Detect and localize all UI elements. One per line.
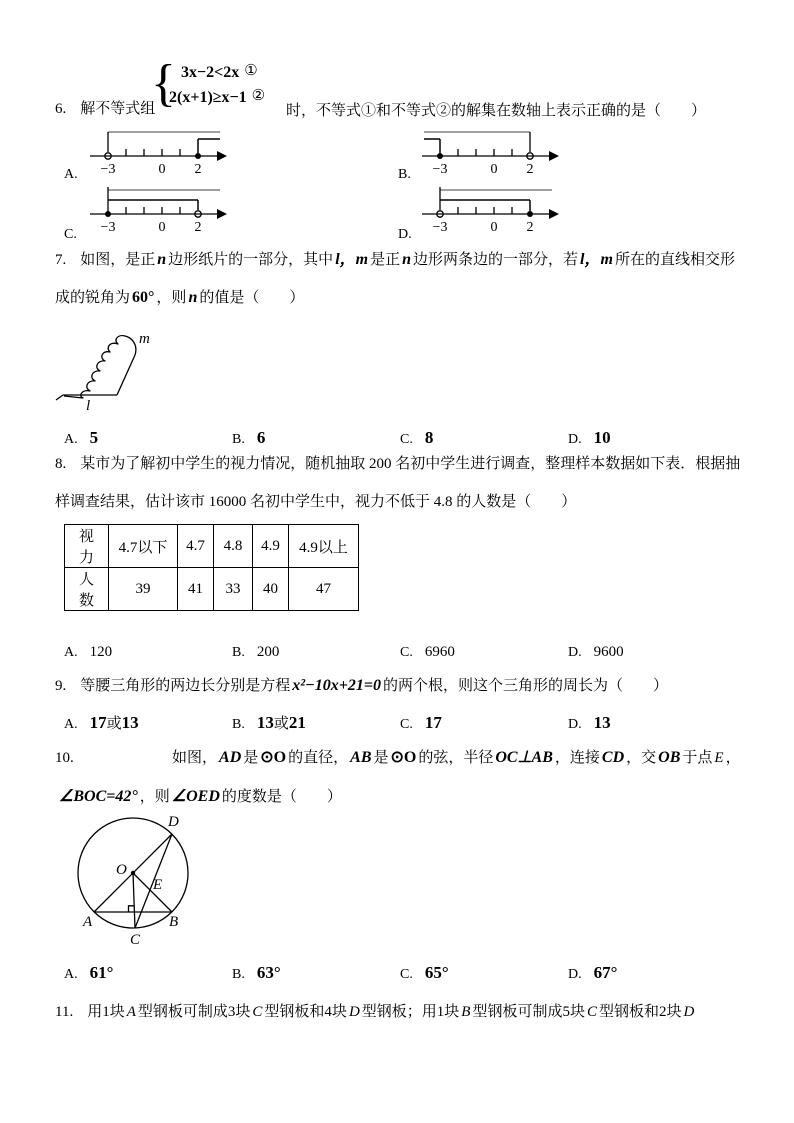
q10-number: 10. <box>55 750 74 766</box>
math-n: n <box>402 251 412 268</box>
tick-label: 0 <box>158 220 166 235</box>
q10-option-b <box>232 962 396 984</box>
table-cell: 4.9以上 <box>289 525 359 568</box>
option-label: A. <box>64 717 78 732</box>
label-m: m <box>139 331 150 347</box>
arrow-right-icon <box>217 209 227 219</box>
q7-text: 是正 <box>370 252 401 268</box>
center-dot <box>131 871 135 875</box>
option-value: 9600 <box>593 644 624 660</box>
q9-stem <box>55 676 668 696</box>
q6-stem-lead <box>55 100 155 119</box>
label-O: O <box>116 862 127 878</box>
tick-label: 2 <box>194 162 202 177</box>
option-label: B. <box>232 717 245 732</box>
math-circle-O: ⊙O <box>390 749 417 766</box>
option-value: 6960 <box>424 644 455 660</box>
q7-text: 的值是（ ） <box>199 290 305 306</box>
label-C: C <box>130 932 141 948</box>
q9-text: 的两个根，则这个三角形的周长为（ ） <box>383 678 669 694</box>
q7-option-b <box>232 427 396 449</box>
math-E: E <box>714 750 724 766</box>
torn-edge <box>64 336 136 398</box>
option-label: C. <box>400 432 413 447</box>
table-cell: 4.8 <box>214 525 253 568</box>
option-label: B. <box>232 967 245 982</box>
arrow-right-icon <box>549 209 559 219</box>
label-B: B <box>169 914 179 930</box>
q7-text: 边形纸片的一部分，其中 <box>168 252 334 268</box>
q10-circle-figure <box>58 810 218 952</box>
q6-circled-2: ② <box>251 88 266 104</box>
q9-option-b <box>232 712 396 734</box>
q7-text: 边形两条边的一部分，若 <box>413 252 579 268</box>
q10-option-a <box>64 962 228 984</box>
q11-text: 型钢板可制成3块 <box>137 1004 251 1020</box>
q8-option-d <box>568 642 732 662</box>
option-label: B. <box>232 432 245 447</box>
label-l: l <box>86 398 91 414</box>
tick-label: 0 <box>490 220 498 235</box>
label-D: D <box>168 814 179 830</box>
q8-option-a <box>64 642 228 662</box>
option-value: 61° <box>89 963 114 982</box>
tick-label: 2 <box>526 162 534 177</box>
q7-option-a <box>64 427 228 449</box>
option-value: 63° <box>256 963 281 982</box>
q6-inequality-1-expr: 3x−2<2x <box>181 64 240 81</box>
option-label: D. <box>568 432 582 447</box>
q6-numberline-b <box>416 126 564 178</box>
q6-numberline-d <box>416 184 564 236</box>
q10-text: ，连接 <box>554 750 600 766</box>
q7-options <box>64 427 732 449</box>
option-value: 21 <box>288 713 306 732</box>
math-n: n <box>157 251 167 268</box>
q6-inequality-1 <box>179 62 258 83</box>
option-value: 65° <box>424 963 449 982</box>
math-C: C <box>252 1004 263 1020</box>
table-cell: 视力 <box>65 525 109 568</box>
closed-dot <box>105 211 111 217</box>
q9-number: 9. <box>55 678 67 694</box>
table-row-count <box>65 568 359 611</box>
circle-and-chords <box>78 818 188 928</box>
q10-text: 于点 <box>682 750 713 766</box>
q10-text: ，交 <box>626 750 657 766</box>
table-cell: 41 <box>178 568 214 611</box>
option-or: 或 <box>273 716 289 732</box>
table-cell: 39 <box>109 568 178 611</box>
q11-text: 型钢板可制成5块 <box>472 1004 585 1020</box>
q7-number: 7. <box>55 252 67 268</box>
q10-option-c <box>400 962 564 984</box>
option-label: A. <box>64 432 78 447</box>
q7-text: 成的锐角为 <box>55 290 131 306</box>
q10-text: ，则 <box>139 789 170 805</box>
arrow-right-icon <box>549 151 559 161</box>
math-angle-OED: ∠OED <box>171 788 220 805</box>
q6-circled-1: ① <box>244 63 258 79</box>
table-cell: 4.9 <box>253 525 289 568</box>
q9-option-a <box>64 712 228 734</box>
q10-text: 的弦，半径 <box>418 750 494 766</box>
table-cell: 47 <box>289 568 359 611</box>
table-cell: 人数 <box>65 568 109 611</box>
tick-label: 0 <box>490 162 498 177</box>
q10-text: 是 <box>243 750 259 766</box>
q7-stem-line1 <box>55 250 735 270</box>
q8-option-c <box>400 642 564 662</box>
tick-label: −3 <box>432 220 448 235</box>
math-OC-perp-AB: OC⊥AB <box>495 749 553 766</box>
q7-text: 所在的直线相交形 <box>614 252 735 268</box>
option-value: 17 <box>89 713 107 732</box>
q10-text: 如图， <box>172 750 218 766</box>
option-value: 67° <box>593 963 618 982</box>
arrow-right-icon <box>217 151 227 161</box>
math-circle-O: ⊙O <box>260 749 287 766</box>
q9-text: 等腰三角形的两边长分别是方程 <box>80 678 291 694</box>
tick-label: 0 <box>158 162 166 177</box>
q7-text: 如图，是正 <box>80 252 156 268</box>
q10-stem-line2 <box>57 787 342 807</box>
q6-option-d-label: D. <box>398 227 412 242</box>
q6-inequality-2-expr: 2(x+1)≥x−1 <box>169 89 247 106</box>
q10-options <box>64 962 732 984</box>
option-label: C. <box>400 645 413 660</box>
vision-table <box>64 524 359 611</box>
option-value: 10 <box>593 428 611 447</box>
q11-text: 型钢板；用1块 <box>361 1004 460 1020</box>
tick-label: 2 <box>194 220 202 235</box>
q10-text: 是 <box>373 750 389 766</box>
option-label: C. <box>400 717 413 732</box>
q11-number: 11. <box>55 1004 74 1020</box>
option-value: 8 <box>424 428 434 447</box>
table-cell: 40 <box>253 568 289 611</box>
q10-text: 的度数是（ ） <box>221 789 342 805</box>
q11-stem <box>55 1003 696 1022</box>
q7-option-d <box>568 427 732 449</box>
q9-option-d <box>568 712 732 734</box>
option-label: C. <box>400 967 413 982</box>
closed-dot <box>195 153 201 159</box>
closed-dot <box>437 153 443 159</box>
q11-text: 型钢板和2块 <box>599 1004 682 1020</box>
math-CD: CD <box>601 749 625 766</box>
q6-inequality-2 <box>167 87 265 108</box>
polygon-edges <box>56 336 136 400</box>
q10-text: 的直径， <box>288 750 349 766</box>
q7-option-c <box>400 427 564 449</box>
q6-option-a-label: A. <box>64 167 78 182</box>
q6-option-c-label: C. <box>64 227 77 242</box>
q11-text: 用1块 <box>87 1004 125 1020</box>
q8-number: 8. <box>55 456 67 472</box>
q6-numberline-c <box>84 184 232 236</box>
option-label: D. <box>568 967 582 982</box>
math-B: B <box>461 1004 471 1020</box>
option-label: B. <box>232 645 245 660</box>
q6-numberline-a <box>84 126 232 178</box>
label-E: E <box>153 877 163 893</box>
math-D: D <box>683 1004 695 1020</box>
q11-text: 型钢板和4块 <box>264 1004 347 1020</box>
math-n: n <box>188 289 198 306</box>
q6-stem-tail: 时，不等式①和不等式②的解集在数轴上表示正确的是（ ） <box>286 103 707 119</box>
q6-number: 6. <box>55 101 67 117</box>
tick-label: −3 <box>432 162 448 177</box>
option-value: 13 <box>121 713 139 732</box>
table-cell: 4.7 <box>178 525 214 568</box>
tick-label: −3 <box>100 220 116 235</box>
q7-stem-line2 <box>55 288 304 308</box>
q6-option-b-label: B. <box>398 167 411 182</box>
math-angle-BOC: ∠BOC=42° <box>59 788 138 805</box>
q8-option-b <box>232 642 396 662</box>
q7-text: ，则 <box>156 290 187 306</box>
math-OB: OB <box>658 749 681 766</box>
q8-options <box>64 642 732 662</box>
math-l-m: l，m <box>580 251 613 268</box>
math-AB: AB <box>350 749 372 766</box>
math-l-m: l，m <box>335 251 369 268</box>
math-D: D <box>348 1004 360 1020</box>
q10-text: ， <box>725 750 741 766</box>
option-or: 或 <box>106 716 122 732</box>
math-AD: AD <box>219 749 242 766</box>
q6-lead-text: 解不等式组 <box>80 101 156 117</box>
option-label: D. <box>568 645 582 660</box>
math-A: A <box>126 1004 136 1020</box>
math-equation: x²−10x+21=0 <box>292 677 381 694</box>
q9-options <box>64 712 732 734</box>
q8-stem-line2: 样调查结果，估计该市 16000 名初中学生中，视力不低于 4.8 的人数是（ ） <box>55 494 577 510</box>
math-C: C <box>586 1004 597 1020</box>
q8-text: 某市为了解初中学生的视力情况，随机抽取 200 名初中学生进行调查，整理样本数据如下表．根据抽 <box>80 456 741 472</box>
q6-system-brace: { <box>151 55 176 112</box>
option-label: D. <box>568 717 582 732</box>
tick-label: −3 <box>100 162 116 177</box>
math-60deg: 60° <box>132 289 155 306</box>
option-label: A. <box>64 967 78 982</box>
option-value: 17 <box>424 713 442 732</box>
table-row-vision <box>65 525 359 568</box>
q8-stem-line1 <box>55 455 740 474</box>
q9-option-c <box>400 712 564 734</box>
option-label: A. <box>64 645 78 660</box>
option-value: 120 <box>89 644 113 660</box>
option-value: 13 <box>593 713 611 732</box>
table-cell: 4.7以下 <box>109 525 178 568</box>
option-value: 6 <box>256 428 266 447</box>
table-cell: 33 <box>214 568 253 611</box>
q10-option-d <box>568 962 732 984</box>
option-value: 200 <box>256 644 280 660</box>
label-A: A <box>83 914 93 930</box>
q7-polygon-figure <box>52 326 202 422</box>
tick-label: 2 <box>526 220 534 235</box>
solution-marks <box>424 132 533 159</box>
closed-dot <box>527 211 533 217</box>
q10-stem-line1 <box>172 748 741 768</box>
option-value: 13 <box>256 713 274 732</box>
option-value: 5 <box>89 428 99 447</box>
